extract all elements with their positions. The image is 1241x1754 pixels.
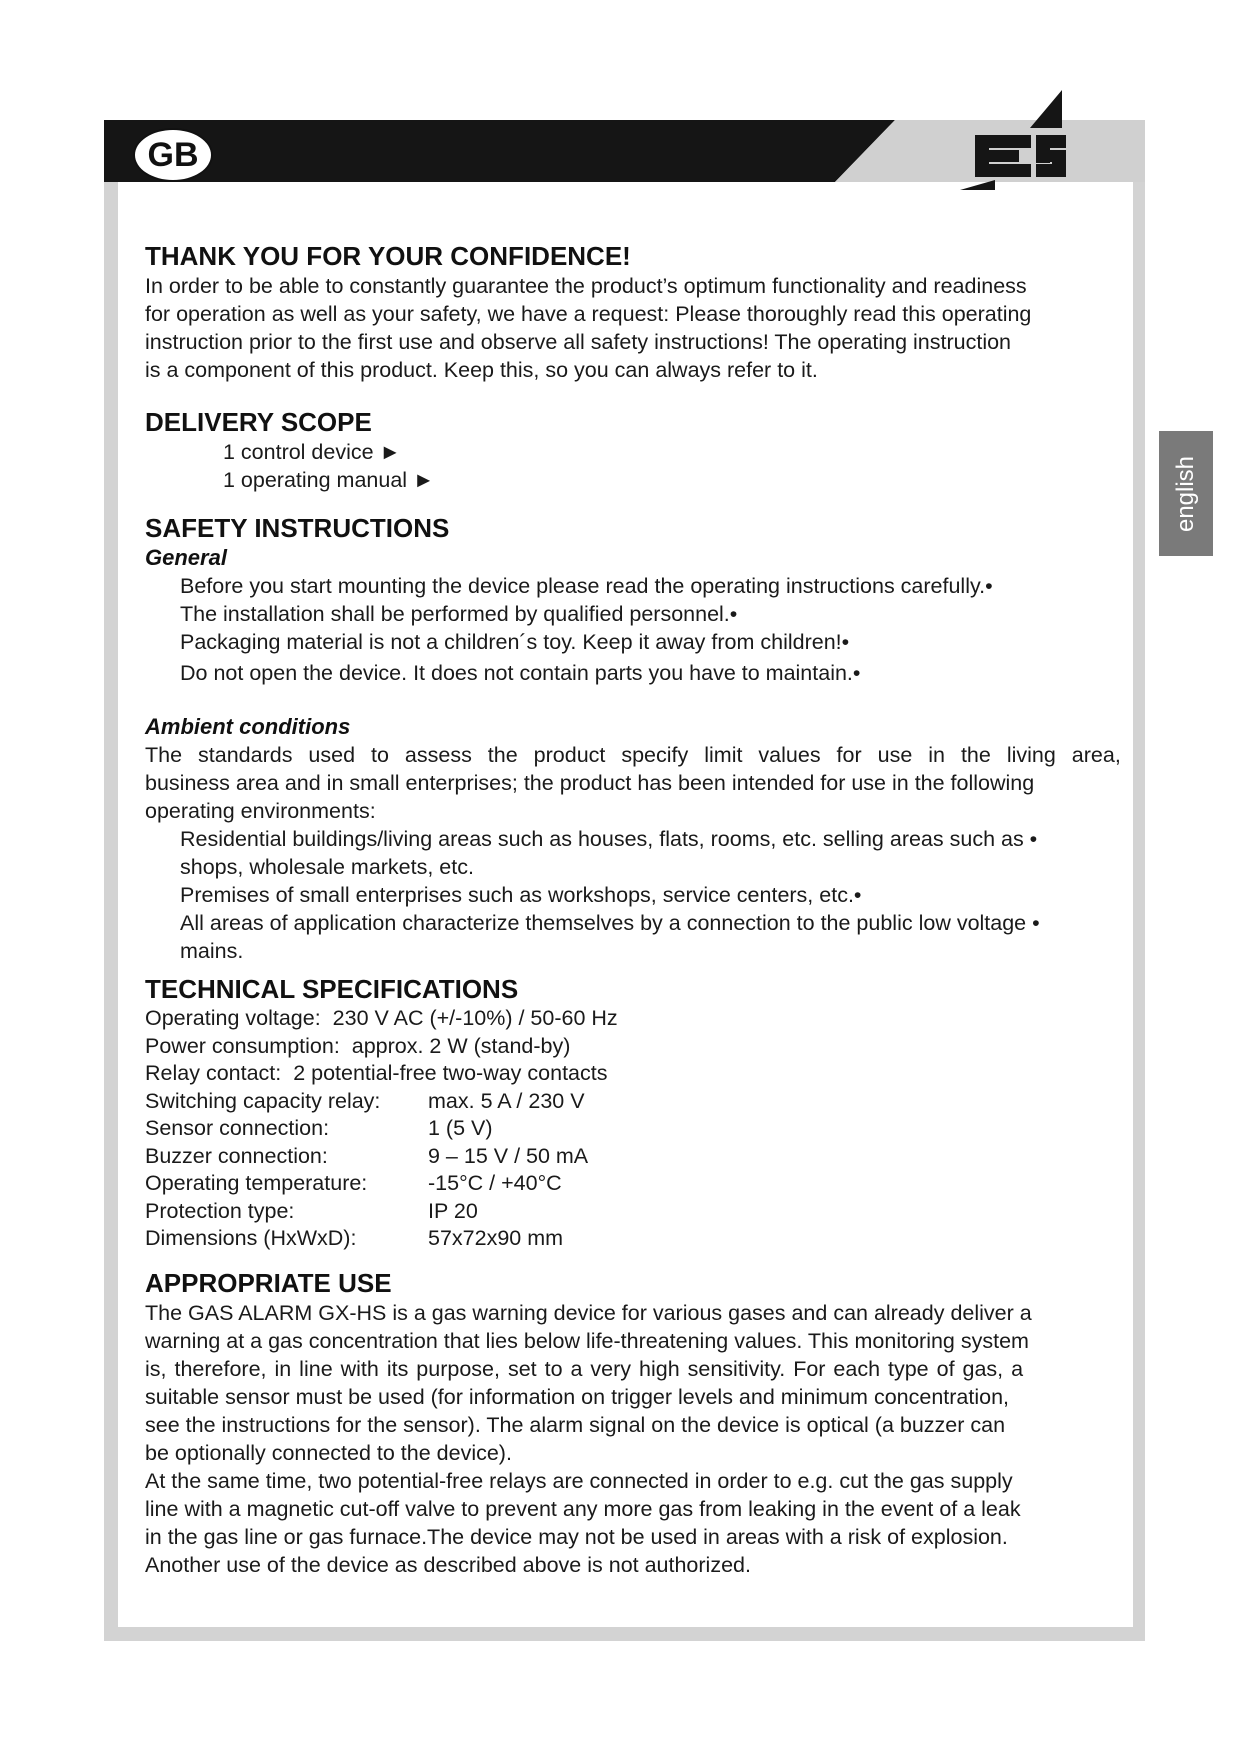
header-bar	[0, 0, 1241, 200]
spec-value: -15°C / +40°C	[428, 1171, 562, 1195]
spec-value: 1 (5 V)	[428, 1116, 493, 1140]
language-tab[interactable]	[1159, 431, 1213, 556]
spec-label: Protection type:	[145, 1198, 295, 1223]
use-line: is, therefore, in line with its purpose, set to a very high sensitivity. For each type of gas, a	[145, 1356, 1024, 1381]
use-line: At the same time, two potential-free relays are connected in order to e.g. cut the gas supply	[145, 1468, 1013, 1493]
ambient-list	[145, 825, 1130, 965]
spec-row	[145, 1088, 1130, 1116]
delivery-item: 1 operating manual ►	[223, 468, 435, 492]
general-item: Do not open the device. It does not contain parts you have to maintain.•	[180, 661, 861, 685]
delivery-item: 1 control device ►	[223, 440, 401, 464]
spec-row	[145, 1143, 1130, 1171]
delivery-section	[145, 406, 1130, 494]
general-item: The installation shall be performed by qualified personnel.•	[180, 602, 738, 626]
spec-value: IP 20	[428, 1198, 478, 1223]
spec-label: Relay contact:	[145, 1061, 294, 1085]
ambient-item: All areas of application characterize themselves by a connection to the public low voltage •	[180, 911, 1040, 935]
general-list	[145, 572, 1130, 687]
specs-section	[145, 973, 1130, 1253]
use-line: line with a magnetic cut-off valve to prevent any more gas from leaking in the event of a leak	[145, 1496, 1021, 1521]
general-item: Before you start mounting the device please read the operating instructions carefully.•	[180, 574, 993, 598]
spec-label: Switching capacity relay:	[145, 1088, 381, 1113]
language-badge: GB	[135, 130, 211, 180]
ambient-line: The standards used to assess the product specify limit values for use in the living area,	[145, 743, 1121, 767]
ambient-item: mains.	[180, 939, 244, 963]
spec-value: 9 – 15 V / 50 mA	[428, 1143, 589, 1168]
ambient-item: shops, wholesale markets, etc.	[180, 855, 474, 879]
page-frame-right	[1133, 120, 1145, 1641]
ambient-item: Residential buildings/living areas such as houses, flats, rooms, etc. selling areas such as •	[180, 827, 1038, 851]
spec-row	[145, 1060, 1130, 1088]
spec-label: Operating voltage:	[145, 1006, 333, 1030]
use-line: in the gas line or gas furnace.The device may not be used in areas with a risk of explosion.	[145, 1524, 1008, 1549]
delivery-list	[145, 438, 1130, 494]
spec-label: Buzzer connection:	[145, 1143, 328, 1168]
page-frame-bottom	[104, 1627, 1145, 1641]
es-logo-icon	[960, 90, 1066, 190]
intro-line: is a component of this product. Keep this, so you can always refer to it.	[145, 358, 818, 382]
specs-title: TECHNICAL SPECIFICATIONS	[145, 974, 519, 1004]
intro-line: instruction prior to the first use and observe all safety instructions! The operating instruction	[145, 330, 1012, 354]
intro-line: for operation as well as your safety, we have a request: Please thoroughly read this operating	[145, 302, 1032, 326]
spec-row	[145, 1033, 1130, 1061]
intro-title: THANK YOU FOR YOUR CONFIDENCE!	[145, 241, 631, 271]
intro-line: In order to be able to constantly guarantee the product’s optimum functionality and readiness	[145, 274, 1027, 298]
spec-row	[145, 1115, 1130, 1143]
ambient-line: operating environments:	[145, 799, 376, 823]
safety-section	[145, 512, 1130, 965]
ambient-subtitle: Ambient conditions	[145, 714, 351, 739]
page-frame-left	[104, 176, 118, 1641]
use-title: APPROPRIATE USE	[145, 1267, 392, 1298]
use-line: The GAS ALARM GX-HS is a gas warning device for various gases and can already deliver a	[145, 1300, 1032, 1325]
general-subtitle: General	[145, 545, 227, 570]
spec-row	[145, 1198, 1130, 1226]
spec-value: 2 potential-free two-way contacts	[293, 1061, 608, 1085]
delivery-title: DELIVERY SCOPE	[145, 407, 372, 437]
spec-value: approx. 2 W (stand-by)	[351, 1033, 571, 1058]
spec-label: Power consumption:	[145, 1033, 352, 1058]
intro-section	[145, 240, 1130, 384]
spec-label: Dimensions (HxWxD):	[145, 1226, 357, 1250]
use-line: see the instructions for the sensor). The alarm signal on the device is optical (a buzzer can	[145, 1412, 1006, 1437]
safety-title: SAFETY INSTRUCTIONS	[145, 513, 450, 543]
spec-row	[145, 1170, 1130, 1198]
spec-label: Sensor connection:	[145, 1116, 330, 1140]
ambient-item: Premises of small enterprises such as workshops, service centers, etc.•	[180, 883, 862, 907]
spec-label: Operating temperature:	[145, 1171, 368, 1195]
spec-value: 230 V AC (+/-10%) / 50-60 Hz	[332, 1006, 618, 1030]
general-item: Packaging material is not a children´s toy. Keep it away from children!•	[180, 630, 850, 654]
spec-row	[145, 1005, 1130, 1033]
language-tab-label: english	[1172, 455, 1199, 532]
spec-value: 57x72x90 mm	[428, 1226, 564, 1250]
document-body	[145, 240, 1130, 1579]
use-line: be optionally connected to the device).	[145, 1440, 512, 1465]
use-section	[145, 1267, 1130, 1579]
spec-value: max. 5 A / 230 V	[428, 1088, 585, 1113]
use-line: Another use of the device as described above is not authorized.	[145, 1552, 751, 1577]
ambient-line: business area and in small enterprises; the product has been intended for use in the following	[145, 771, 1035, 795]
use-line: suitable sensor must be used (for information on trigger levels and minimum concentration,	[145, 1384, 1009, 1409]
use-line: warning at a gas concentration that lies below life-threatening values. This monitoring system	[145, 1328, 1029, 1353]
spec-row	[145, 1225, 1130, 1253]
